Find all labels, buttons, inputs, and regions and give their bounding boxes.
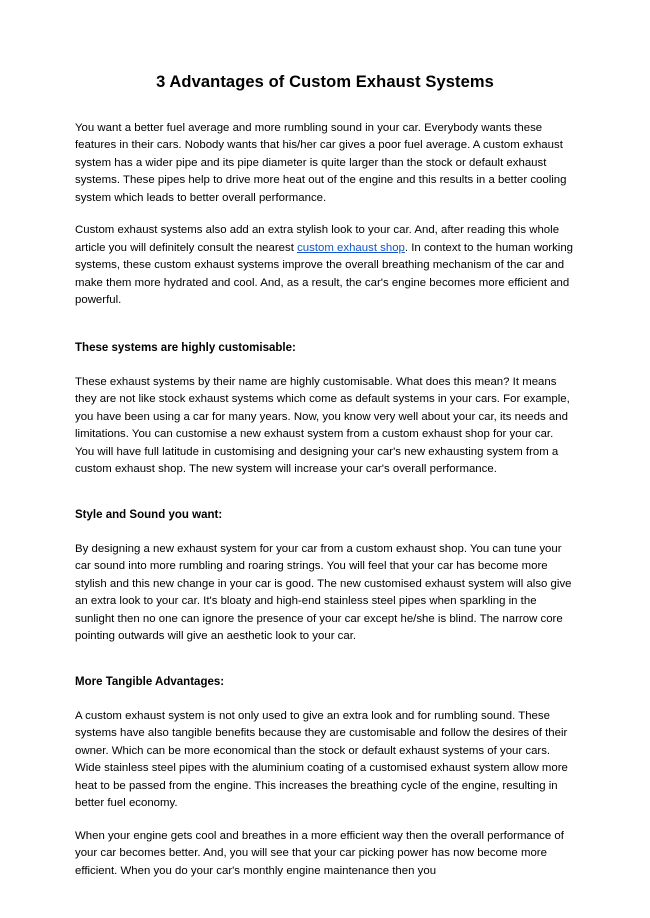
section-heading-style-and-sound: Style and Sound you want: — [75, 508, 223, 521]
section-paragraph-style-and-sound: By designing a new exhaust system for your car from a custom exhaust shop. You can tune your car sound into more rumbling and roaring strings. You will feel that your car has become more stylish and this new change in your car is good. The new customised exhaust system will also give an extra look to your car. It's bloaty and high-end stainless steel pipes when sparkling in the sunlight then no one can ignore the presence of your car except he/she is blind. The narrow core pointing outwards will give an aesthetic look to your car. — [75, 542, 572, 643]
custom-exhaust-shop-link[interactable]: custom exhaust shop — [297, 241, 405, 254]
intro-paragraph-2 — [75, 222, 575, 310]
section-paragraph-tangible-advantages-1: A custom exhaust system is not only used to give an extra look and for rumbling sound. These systems have also tangible benefits because they are customisable and follow the desires of their owner. Which can be more economical than the stock or default exhaust systems of your cars. Wide stainless steel pipes with the aluminium coating of a customised exhaust system allow more heat to be passed from the engine. This increases the breathing cycle of the engine, resulting in better fuel economy. — [75, 709, 568, 810]
intro-paragraph-2-text-after-link: . In context to the human working systems, these custom exhaust systems improve the overall breathing mechanism of the car and make them more hydrated and cool. And, as a result, the car's engine becomes more efficient and powerful. — [75, 241, 574, 307]
intro-paragraph-1: You want a better fuel average and more rumbling sound in your car. Everybody wants these features in their cars. Nobody wants that his/her car gives a poor fuel average. A custom exhaust system has a wider pipe and its pipe diameter is quite larger than the stock or default exhaust systems. These pipes help to drive more heat out of the engine and this results in a better cooling system which leads to better overall performance. — [75, 121, 567, 204]
document-content — [75, 0, 575, 880]
section-heading-customisable: These systems are highly customisable: — [75, 341, 296, 354]
section-heading-tangible-advantages: More Tangible Advantages: — [75, 675, 225, 688]
section-paragraph-customisable: These exhaust systems by their name are highly customisable. What does this mean? It means they are not like stock exhaust systems which come as default systems in your cars. For example, you have been using a car for many years. Now, you know very well about your car, its needs and limitations. You can customise a new exhaust system from a custom exhaust shop for your car. You will have full latitude in customising and designing your car's new exhausting system from a custom exhaust shop. The new system will increase your car's overall performance. — [75, 375, 570, 476]
intro-paragraph-2-text-before-link: Custom exhaust systems also add an extra stylish look to your car. And, after reading this whole article you will definitely consult the nearest — [75, 224, 560, 254]
page-title: 3 Advantages of Custom Exhaust Systems — [156, 73, 494, 91]
section-paragraph-tangible-advantages-2: When your engine gets cool and breathes in a more efficient way then the overall performance of your car becomes better. And, you will see that your car picking power has now become more efficient. When you do your car's monthly engine maintenance then you — [75, 829, 564, 877]
